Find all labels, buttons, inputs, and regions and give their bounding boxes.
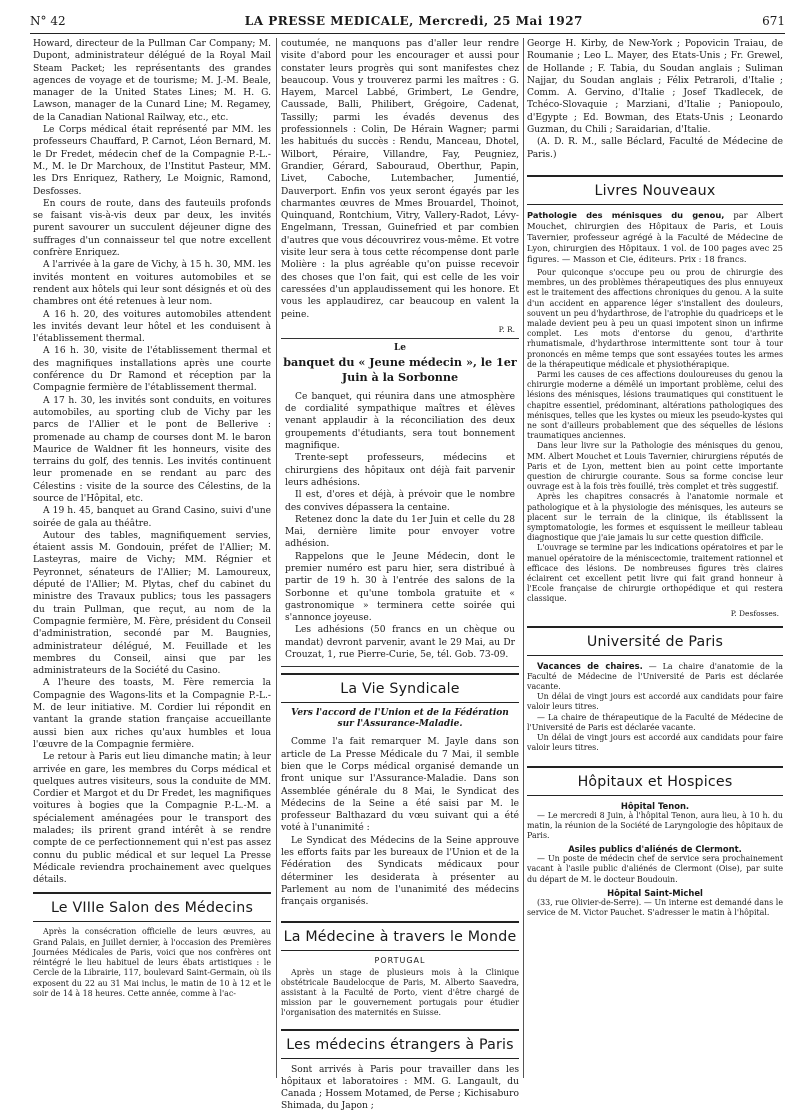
hospital-entry-title: Hôpital Saint-Michel (607, 887, 703, 898)
vichy-article (33, 38, 271, 886)
banquet-paragraph: Rappelons que le Jeune Médecin, dont le premier numéro est paru hier, sera distribué à partir de 19 h. 30 à l'entrée des salons de la Sorbonne et qu'une tombola gratuite et « gastronomique » terminera cette soirée qui s'annonce joyeuse. (285, 551, 515, 624)
article-paragraph: A 16 h. 20, des voitures automobiles attendent les invités devant leur hôtel et les conduisent à l'établissement thermal. (33, 309, 271, 345)
article-paragraph: En cours de route, dans des fauteuils profonds se faisant vis-à-vis deux par deux, les invités purent savourer un succulent déjeuner digne des suffrages d'un connaisseur tel que notre excellent confrère Enriquez. (33, 198, 271, 259)
page-header (30, 14, 785, 34)
article-paragraph: A l'arrivée à la gare de Vichy, à 15 h. 30, MM. les invités montent en voitures automobiles et se rendent aux hôtels qui leur sont désignés et où des chambres ont été retenues à leur nom. (33, 260, 271, 308)
book-signature: P. Desfosses. (730, 608, 779, 618)
banquet-paragraph: Retenez donc la date du 1er Juin et celle du 28 Mai, dernière limite pour envoyer votre adhésion. (285, 514, 515, 550)
article-paragraph: Le Corps médical était représenté par MM. les professeurs Chauffard, P. Carnot, Léon Bernard, M. le Dr Fredet, médecin chef de la Compagnie P.-L.-M., M. le Dr Marchoux, de l'Institut Pasteur, MM. les Drs Enriquez, Rathery, Le Moignic, Ramond, Desfosses. (33, 125, 271, 197)
syndicale-paragraph: Comme l'a fait remarquer M. Jayle dans son article de La Presse Médicale du 7 Mai, il semble bien que le Corps médical organisé demande un front unique sur l'Assurance-Maladie. Dans son Assemblée générale du 8 Mai, le Syndicat des Médecins de la Seine a été saisi par M. le professeur Balthazard du vœu suivant qui a été voté à l'unanimité : (281, 737, 519, 834)
review-paragraph: Après les chapitres consacrés à l'anatomie normale et pathologique et à la physiologie des ménisques, les auteurs se placent sur le terrain de la clinique, ils établissent la symptomatologie, les formes et esquissent le meilleur tableau diagnostique que j'aie jamais lu sur cette question difficile. (527, 492, 783, 543)
banquet-heading: banquet du « Jeune médecin », le 1er Juin à la Sorbonne (283, 354, 517, 384)
univ-entry-text: — La chaire d'anatomie de la Faculté de Médecine de l'Université de Paris est déclarée vacante. (527, 661, 783, 692)
livres-heading: Livres Nouveaux (527, 175, 783, 205)
review-paragraph: Pour quiconque s'occupe peu ou prou de chirurgie des membres, un des problèmes thérapeutiques des plus ennuyeux est le traitement des affections chroniques du genou. A la suite d'un accident en apparence léger s'installent des douleurs, souvent un peu d'hydarthrose, de l'atrophie du quadriceps et le malade devient peu à peu un quasi impotent sinon un infirme complet. Les mots d'entorse du genou, d'arthrite rhumatismale, d'hydarthrose intermittente sont tour à tour prononcés en même temps que sont essayées toutes les armes de la thérapeutique médicale et physiothérapique. (527, 267, 783, 369)
univ-entry-title: Vacances de chaires. (537, 660, 643, 671)
book-title: Pathologie des ménisques du genou, (527, 209, 725, 220)
etrangers-heading: Les médecins étrangers à Paris (281, 1029, 519, 1059)
etrangers-text: Sont arrivés à Paris pour travailler dans les hôpitaux et laboratoires : MM. G. Langault, du Canada ; Hossem Motamed, de Perse ; Kichisaburo Shimada, du Japon ; (281, 1064, 519, 1112)
banquet-paragraph: Il est, d'ores et déjà, à prévoir que le nombre des convives dépassera la centaine. (285, 490, 515, 513)
banquet-le: Le (393, 342, 407, 353)
article-paragraph: A 19 h. 45, banquet au Grand Casino, suivi d'une soirée de gala au théâtre. (33, 506, 271, 529)
banquet-paragraph: Trente-sept professeurs, médecins et chirurgiens des hôpitaux ont déjà fait parvenir leurs adhésions. (285, 453, 515, 488)
syndicale-paragraph: Le Syndicat des Médecins de la Seine approuve les efforts faits par les bureaux de l'Union et de la Fédération des Syndicats médicaux pour déterminer les desiderata à présenter au Parlement au nom de l'unanimité des médecins français organisés. (281, 835, 519, 908)
header-rule (30, 33, 785, 34)
article-paragraph: Le retour à Paris eut lieu dimanche matin; à leur arrivée en gare, les membres du Corps médical et quelques autres visiteurs, sous la conduite de MM. Cordier et Margot et du Dr Fredet, les magnifiques voitures à bogies que la Compagnie P.-L.-M. a spécialement aménagées pour le transport des malades; ils prirent grand intérêt à se rendre compte de ce perfectionnement qui n'est pas assez connu du public médical et sur lequel La Presse Médicale reviendra prochainement avec quelques détails. (33, 752, 271, 886)
article-paragraph: Howard, directeur de la Pullman Car Company; M. Dupont, administrateur délégué de la Royal Mail Steam Packet; les représentants des grandes agences de voyage et de tourisme; M. J.-M. Beale, manager de la United States Lines; M. H. G. Lawson, manager de la Cunard Line; M. Regamey, de la Canadian National Railway, etc., etc. (33, 39, 271, 123)
hopitaux-heading: Hôpitaux et Hospices (527, 766, 783, 796)
univ-entry (527, 661, 783, 693)
univ-para: — La chaire de thérapeutique de la Faculté de Médecine de l'Université de Paris est déclarée vacante. (527, 712, 783, 732)
book-review (527, 268, 783, 605)
hopitaux-list (527, 801, 783, 919)
salon-heading: Le VIIIe Salon des Médecins (33, 892, 271, 922)
country-label: PORTUGAL (374, 955, 426, 965)
banquet-text (281, 391, 519, 667)
column-middle (281, 38, 519, 1112)
article-paragraph: A 17 h. 30, les invités sont conduits, en voitures automobiles, au sporting club de Vichy par les parcs de l'Allier et le pont de Bellerive : promenade au champ de courses dont M. le baron Maurice de Waldner fit les honneurs, visite des terrains du golf, des tennis. Les invités continuent leur promenade en se rendant au parc des Célestins : visite de la source des Célestins, de la source de l'Hôpital, etc. (33, 395, 271, 504)
syndicale-subheading: Vers l'accord de l'Union et de la Fédération sur l'Assurance-Maladie. (291, 708, 509, 730)
etrangers-note: (A. D. R. M., salle Béclard, Faculté de Médecine de Paris.) (527, 137, 783, 160)
book-reference (527, 210, 783, 265)
review-paragraph: L'ouvrage se termine par les indications opératoires et par le manuel opératoire de la méniscectomie, traitement rationnel et efficace des lésions. De nombreuses figures très claires éclairent cet excellent petit livre qui fait grand honneur à l'Ecole française de chirurgie orthopédique et qui restera classique. (527, 543, 783, 604)
hospital-entry: — Le mercredi 8 Juin, à l'hôpital Tenon, aura lieu, à 10 h. du matin, la réunion de la Société de Laryngologie des hôpitaux de Paris. (527, 810, 783, 840)
hospital-entry: — Un poste de médecin chef de service sera prochainement vacant à l'asile public d'aliénés de Clermont (Oise), par suite du départ de M. le docteur Boudouin. (527, 854, 783, 884)
salon-continued: coutumée, ne manquons pas d'aller leur rendre visite d'abord pour les encourager et aussi pour constater leurs progrès qui sont manifestes chez beaucoup. Vous y trouverez parmi les maîtres : G. Hayem, Marcel Labbé, Grimbert, Le Gendre, Caussade, Balli, Philibert, Grégoire, Cadenat, Tassilly; parmi les évadés devenus des professionnels : Colin, De Hérain Wagner; parmi les habitués du succès : Rendu, Manceau, Dhotel, Wilbort, Péraire, Villandre, Fay, Peugniez, Grandier, Gérard, Sabouraud, Oberthur, Papin, Livet, Caboche, Lutembacher, Jumentié, Dauverport. Enfin vos yeux seront égayés par les charmantes œuvres de Mmes Brouardel, Thoinot, Quinquand, Rontchium, Vitry, Vallery-Radot, Lévy-Engelmann, Tressan, Guinefried et par combien d'autres que vous découvrirez vous-même. Et votre visite leur sera à tous cette récompense dont parle Molière : la plus agréable qu'on puisse recevoir des choses que l'on fait, qui est celle de les voir caressées d'un applaudissement qui les honore. Et vous les applaudirez, car beaucoup en valent la peine. (281, 39, 519, 320)
hospital-entry-title: Asiles publics d'aliénés de Clermont. (568, 844, 742, 855)
book-details: par Albert Mouchet, chirurgien des Hôpitaux de Paris, et Louis Tavernier, professeur agrégé à la Faculté de Médecine de Lyon, chirurgien des Hôpitaux. 1 vol. de 100 pages avec 25 figures. — Masson et Cie, éditeurs. Prix : 18 francs. (527, 209, 783, 264)
univ-heading: Université de Paris (527, 626, 783, 656)
salon-signature: P. R. (498, 324, 515, 334)
review-paragraph: Dans leur livre sur la Pathologie des ménisques du genou, MM. Albert Mouchet et Louis Tavernier, chirurgiens réputés de Paris et de Lyon, mettent bien au point cette importante question de chirurgie courante. Sous sa forme concise leur ouvrage est à la fois très fouillé, très complet et très suggestif. (527, 441, 783, 492)
column-divider (276, 38, 277, 1078)
hospital-item (527, 844, 783, 885)
column-left (33, 38, 271, 1078)
journal-title: LA PRESSE MEDICALE, Mercredi, 25 Mai 1927 (244, 14, 583, 28)
issue-number: N° 42 (30, 14, 66, 28)
banquet-paragraph: Ce banquet, qui réunira dans une atmosphère de cordialité sympathique maîtres et élèves venant applaudir à la réconciliation des deux groupements d'étudiants, sera tout bonnement magnifique. (285, 391, 515, 452)
etrangers-continued: George H. Kirby, de New-York ; Popovicin Traiau, de Roumanie ; Leo L. Mayer, des Etats-Unis ; Fr. Grewel, de Hollande ; F. Tabia, du Soudan anglais ; Suliman Najjar, du Soudan anglais ; Félix Petraroli, d'Italie ; Comm. A. Gervino, d'Italie ; Josef Tkadlecek, de Tchéco-Slovaquie ; Marziani, d'Italie ; Paniopoulo, d'Egypte ; Ed. Bowman, des Etats-Unis ; Leonardo Guzman, du Chili ; Saraidarian, d'Italie. (527, 39, 783, 136)
hospital-entry-title: Hôpital Tenon. (620, 800, 690, 811)
univ-para: Un délai de vingt jours est accordé aux candidats pour faire valoir leurs titres. (527, 733, 783, 753)
review-paragraph: Parmi les causes de ces affections douloureuses du genou la chirurgie moderne a démêlé un important problème, celui des lésions des ménisques, lésions traumatiques qui constituent le chapitre essentiel, prédominant, altérations pathologiques des ménisques, telles que les kystes ou mieux les pseudo-kystes qui ne sont d'ailleurs probablement que des séquelles de lésions traumatiques anciennes. (527, 370, 783, 441)
article-paragraph: A 16 h. 30, visite de l'établissement thermal et des magnifiques installations après une courte conférence du Dr Ramond et réception par la Compagnie fermière de l'établissement thermal. (33, 346, 271, 394)
banquet-box (281, 338, 519, 668)
salon-text: Après la consécration officielle de leurs œuvres, au Grand Palais, en Juillet dernier, à l'occasion des Premières Journées Médicales de Paris, voici que nos confrères ont réintégré le lieu habituel de leurs ébats artistiques : le Cercle de la Librairie, 117, boulevard Saint-Germain, où ils exposent du 22 au 31 Mai inclus, le matin de 10 à 12 et le soir de 14 à 18 heures. Cette année, comme à l'ac- (33, 927, 271, 998)
article-paragraph: A l'heure des toasts, M. Fère remercia la Compagnie des Wagons-lits et la Compagnie P.-L.-M. de leur initiative. M. Cordier lui répondit en vantant la grande station française accueillante aussi bien aux riches qu'aux humbles et loua l'œuvre de la Compagnie fermière. (33, 678, 271, 750)
monde-heading: La Médecine à travers le Monde (281, 921, 519, 951)
syndicale-heading: La Vie Syndicale (281, 673, 519, 703)
hospital-item (527, 801, 783, 842)
column-divider (523, 38, 524, 1078)
column-right (527, 38, 783, 1078)
banquet-paragraph: Les adhésions (50 francs en un chèque ou mandat) devront parvenir, avant le 29 Mai, au Dr Crouzat, 1, rue Pierre-Curie, 5e, tél. Gob. 73-09. (285, 625, 515, 661)
monde-text: Après un stage de plusieurs mois à la Clinique obstétricale Baudelocque de Paris, M. Alberto Saavedra, assistant à la Faculté de Porto, vient d'être chargé de mission par le gouvernement portugais pour étudier l'organisation des maternités en Suisse. (281, 967, 519, 1018)
hospital-entry: (33, rue Olivier-de-Serre). — Un interne est demandé dans le service de M. Victor Pauchet. S'adresser le matin à l'hôpital. (527, 897, 783, 917)
article-paragraph: Autour des tables, magnifiquement servies, étaient assis M. Gondouin, préfet de l'Allier; M. Lasteyras, maire de Vichy; MM. Régnier et Peyronnet, sénateurs de l'Allier; M. Lamoureux, député de l'Allier; M. Plytas, chef du cabinet du ministre des Travaux publics; tous les passagers du train Pullman, que reçut, au nom de la Compagnie fermière, M. Fère, président du Conseil d'administration, secondé par M. Baugnies, administrateur délégué, M. Feuillade et les membres du Conseil, ainsi que par les administrateurs de la Société du Casino. (33, 530, 271, 677)
univ-para: Un délai de vingt jours est accordé aux candidats pour faire valoir leurs titres. (527, 692, 783, 712)
page-number: 671 (762, 14, 785, 28)
syndicale-text (281, 736, 519, 908)
hospital-item (527, 888, 783, 918)
